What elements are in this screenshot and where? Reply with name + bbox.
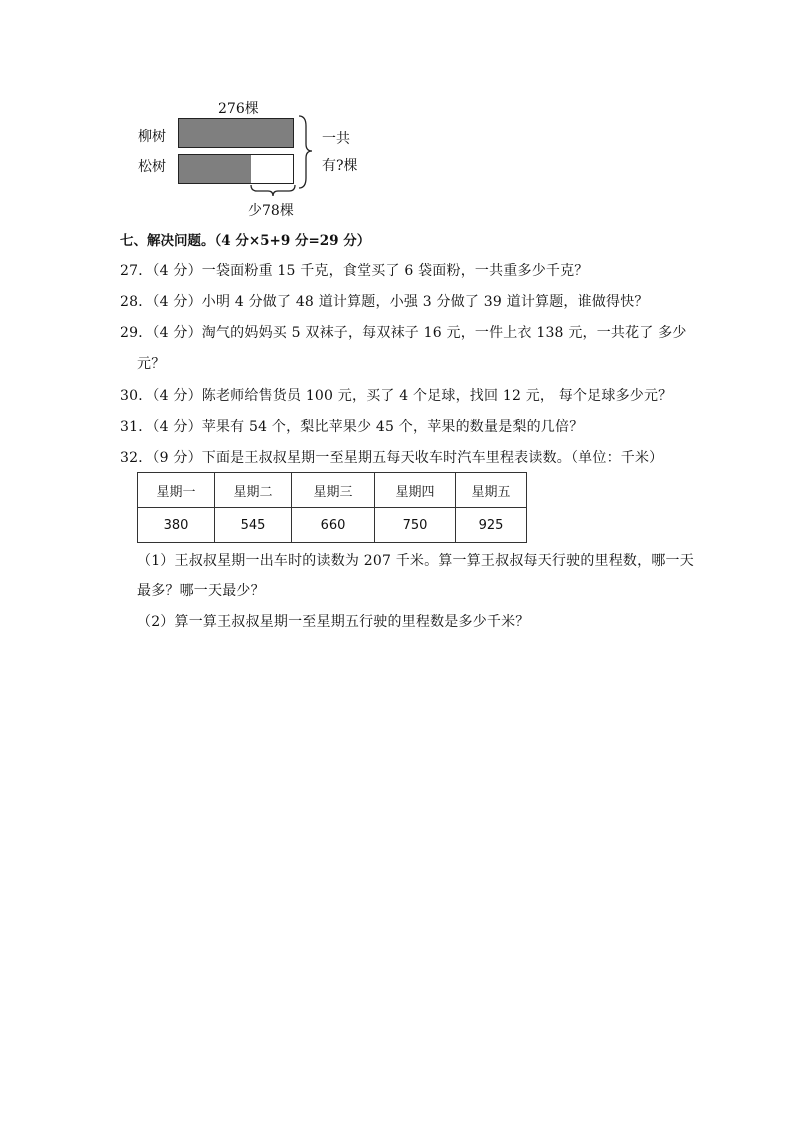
mileage-table (137, 472, 527, 543)
row2-label: 松树 (138, 159, 166, 175)
table-cell: 545 (215, 508, 292, 543)
table-header-cell: 星期三 (292, 473, 375, 508)
table-header-cell: 星期五 (456, 473, 527, 508)
table-header-row (138, 473, 527, 508)
table-row (138, 508, 527, 543)
top-label: 276棵 (218, 101, 259, 117)
bottom-brace (250, 184, 296, 198)
brace-text-1: 一共 (322, 131, 350, 147)
subquestion-1-cont: 最多？哪一天最少？ (137, 583, 265, 599)
table-header-cell: 星期一 (138, 473, 215, 508)
right-brace (296, 114, 316, 190)
subquestion-2: （2）算一算王叔叔星期一至星期五行驶的里程数是多少千米？ (137, 614, 530, 630)
question-29-cont: 元？ (137, 356, 166, 372)
willow-bar (178, 118, 294, 148)
brace-text-2: 有?棵 (322, 158, 358, 174)
subquestion-1: （1）王叔叔星期一出车时的读数为 207 千米。算一算王叔叔每天行驶的里程数，哪一天 (137, 553, 694, 569)
question-27: 27．（4 分）一袋面粉重 15 千克，食堂买了 6 袋面粉，一共重多少千克？ (120, 263, 589, 279)
question-28: 28．（4 分）小明 4 分做了 48 道计算题，小强 3 分做了 39 道计算题，谁做得快？ (120, 294, 649, 310)
section-title: 七、解决问题。（4 分×5+9 分=29 分） (120, 233, 371, 249)
question-30: 30．（4 分）陈老师给售货员 100 元，买了 4 个足球，找回 12 元， 每个足球多少元？ (120, 388, 673, 404)
table-cell: 925 (456, 508, 527, 543)
question-32: 32．（9 分）下面是王叔叔星期一至星期五每天收车时汽车里程表读数。（单位：千米） (120, 450, 664, 466)
table-cell: 380 (138, 508, 215, 543)
table-header-cell: 星期二 (215, 473, 292, 508)
table-cell: 660 (292, 508, 375, 543)
pine-fill (179, 155, 251, 183)
table-header-cell: 星期四 (375, 473, 456, 508)
row1-label: 柳树 (138, 129, 166, 145)
question-31: 31．（4 分）苹果有 54 个，梨比苹果少 45 个，苹果的数量是梨的几倍？ (120, 419, 584, 435)
bottom-label: 少78棵 (248, 203, 294, 219)
question-29: 29．（4 分）淘气的妈妈买 5 双袜子，每双袜子 16 元，一件上衣 138 元，一共花了 多少 (120, 325, 687, 341)
pine-bar (178, 154, 294, 184)
table-cell: 750 (375, 508, 456, 543)
willow-fill (179, 119, 293, 147)
